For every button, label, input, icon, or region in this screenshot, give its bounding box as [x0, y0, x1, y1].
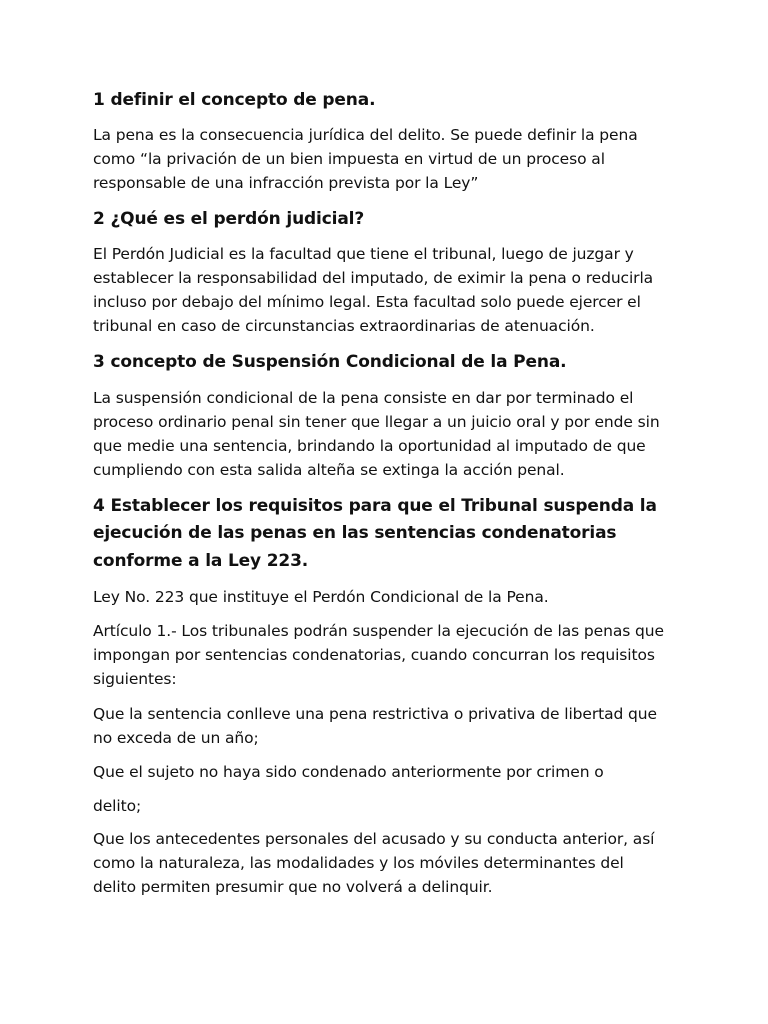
article-1-line: impongan por sentencias condenatorias, cuando concurran los requisitos — [93, 646, 655, 664]
section-2-heading: 2 ¿Qué es el perdón judicial? — [93, 209, 365, 229]
requirement-line: Que la sentencia conlleve una pena restrictiva o privativa de libertad que — [93, 705, 657, 723]
requirement-line: como la naturaleza, las modalidades y los móviles determinantes del — [93, 854, 624, 872]
section-4-heading: ejecución de las penas en las sentencias condenatorias — [93, 523, 617, 543]
section-2-paragraph-line: establecer la responsabilidad del imputado, de eximir la pena o reducirla — [93, 269, 654, 287]
article-1-line: Artículo 1.- Los tribunales podrán suspender la ejecución de las penas que — [93, 622, 664, 640]
section-4-heading: 4 Establecer los requisitos para que el Tribunal suspenda la — [93, 496, 657, 516]
requirement-line: no exceda de un año; — [93, 729, 259, 747]
section-1-paragraph-line: responsable de una infracción prevista por la Ley” — [93, 174, 479, 192]
section-3-paragraph-line: La suspensión condicional de la pena consiste en dar por terminado el — [93, 389, 634, 407]
section-1-paragraph-line: como “la privación de un bien impuesta en virtud de un proceso al — [93, 150, 605, 168]
requirement-line: delito permiten presumir que no volverá a delinquir. — [93, 878, 493, 896]
requirement-line: delito; — [93, 797, 142, 815]
section-2-paragraph-line: tribunal en caso de circunstancias extraordinarias de atenuación. — [93, 317, 595, 335]
section-4-heading: conforme a la Ley 223. — [93, 551, 309, 571]
section-2-paragraph-line: incluso por debajo del mínimo legal. Esta facultad solo puede ejercer el — [93, 293, 641, 311]
section-3-paragraph-line: proceso ordinario penal sin tener que llegar a un juicio oral y por ende sin — [93, 413, 660, 431]
law-title: Ley No. 223 que instituye el Perdón Condicional de la Pena. — [93, 588, 549, 606]
section-2-paragraph-line: El Perdón Judicial es la facultad que tiene el tribunal, luego de juzgar y — [93, 245, 634, 263]
requirement-line: Que los antecedentes personales del acusado y su conducta anterior, así — [93, 830, 655, 848]
section-3-heading: 3 concepto de Suspensión Condicional de la Pena. — [93, 352, 567, 372]
article-1-line: siguientes: — [93, 670, 177, 688]
section-3-paragraph-line: cumpliendo con esta salida alteña se extinga la acción penal. — [93, 461, 565, 479]
section-1-paragraph-line: La pena es la consecuencia jurídica del delito. Se puede definir la pena — [93, 126, 638, 144]
requirement-line: Que el sujeto no haya sido condenado anteriormente por crimen o — [93, 763, 604, 781]
section-3-paragraph-line: que medie una sentencia, brindando la oportunidad al imputado de que — [93, 437, 646, 455]
section-1-heading: 1 definir el concepto de pena. — [93, 90, 376, 110]
